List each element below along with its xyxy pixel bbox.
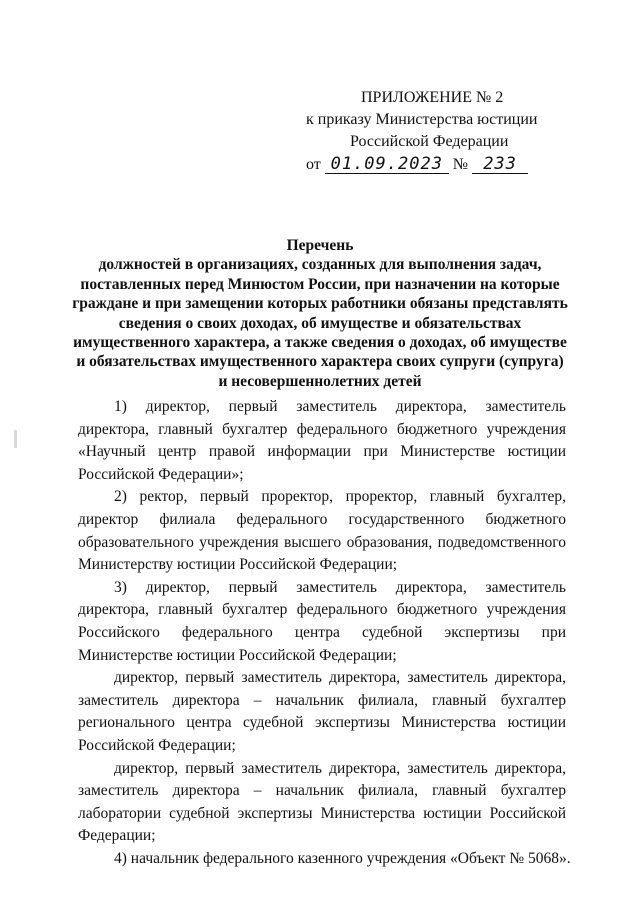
title-line: сведения о своих доходах, об имуществе и обязательствах: [118, 314, 522, 332]
scan-artifact: [14, 430, 17, 448]
document-title: [70, 236, 570, 391]
federation-label: Российской Федерации: [350, 133, 509, 150]
title-line: имущественного характера, а также сведения о доходах, об имуществе: [73, 334, 567, 352]
list-item: директор, первый заместитель директора, заместитель директора, заместитель директора – начальник филиала, главный бухгалтер регионального центра судебной экспертизы Министерства юстиции Российской Федерации;: [78, 669, 566, 754]
title-line: должностей в организациях, созданных для выполнения задач,: [98, 256, 542, 274]
title-line: и обязательствах имущественного характера своих супруги (супруга): [76, 353, 564, 371]
appendix-label: ПРИЛОЖЕНИЕ № 2: [361, 89, 504, 106]
order-reference: к приказу Министерства юстиции: [306, 111, 538, 128]
handwritten-date: 01.09.2023: [325, 155, 449, 174]
title-line: поставленных перед Минюстом России, при назначении на которые: [80, 275, 560, 293]
list-item: 3) директор, первый заместитель директора, заместитель директора, главный бухгалтер федерального бюджетного учреждения Российского федерального центра судебной экспертизы при Министерстве юстиции Российской Федерации;: [78, 578, 566, 664]
list-item: 4) начальник федерального казенного учреждения «Объект № 5068».: [114, 849, 571, 867]
title-line: и несовершеннолетних детей: [218, 372, 422, 390]
title-line: граждане и при замещении которых работники обязаны представлять: [72, 295, 568, 313]
positions-list: [78, 396, 571, 870]
order-date-number: [306, 154, 566, 176]
title-heading: Перечень: [286, 237, 354, 254]
list-item: 2) ректор, первый проректор, проректор, главный бухгалтер, директор филиала федерального государственного бюджетного образовательного учреждения высшего образования, подведомственного Министерству юстиции Российской Федерации;: [78, 488, 566, 574]
date-prefix: от: [306, 156, 321, 173]
list-item: директор, первый заместитель директора, заместитель директора, заместитель директора – начальник филиала, главный бухгалтер лаборатории судебной экспертизы Министерства юстиции Российской Федерации;: [78, 759, 566, 845]
handwritten-number: 233: [472, 155, 528, 174]
number-prefix: №: [452, 156, 469, 173]
list-item: 1) директор, первый заместитель директора, заместитель директора, главный бухгалтер федерального бюджетного учреждения «Научный центр правой информации при Министерстве юстиции Российской Федерации»;: [78, 398, 566, 483]
appendix-header: [306, 87, 566, 176]
